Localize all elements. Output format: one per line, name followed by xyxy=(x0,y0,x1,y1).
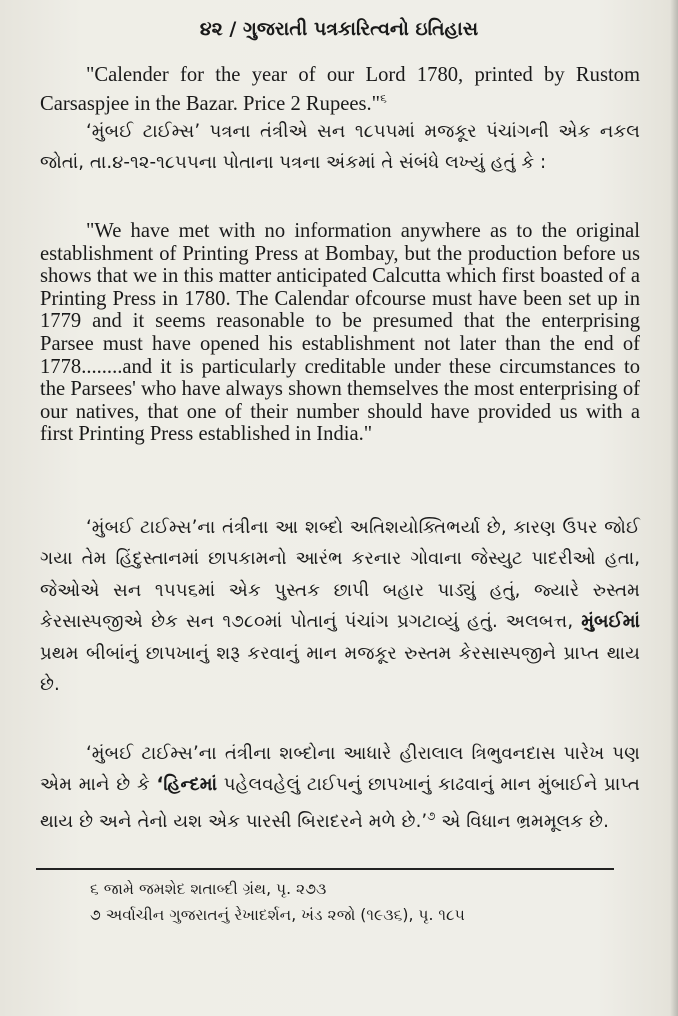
footnote-7 xyxy=(90,904,630,926)
paragraph-critique-text-2: પ્રથમ બીબાંનું છાપખાનું શરૂ કરવાનું માન મજકૂર રુસ્તમ કેરસાસ્પજીને પ્રાપ્ત થાય છે. xyxy=(40,642,640,696)
footnote-ref-6: ૬ xyxy=(380,90,387,105)
footnote-6 xyxy=(90,878,630,900)
paragraph-hiralal-emphasis: ‘હિન્દમાં xyxy=(156,774,218,796)
quote-calendar xyxy=(40,64,640,115)
footnote-ref-7: ૭ xyxy=(427,808,436,823)
paragraph-hiralal-text-3: એ વિધાન ભ્રમમૂલક છે. xyxy=(441,810,609,832)
quote-mumbai-times xyxy=(40,220,640,446)
footnote-divider xyxy=(36,868,614,870)
paragraph-critique-emphasis: મુંબઈમાં xyxy=(581,611,640,633)
running-header: ૪૨ / ગુજરાતી પત્રકારિત્વનો ઇતિહાસ xyxy=(199,18,479,40)
footnote-text: અર્વાચીન ગુજરાતનું રેખાદર્શન, ખંડ ૨જો (૧૯૩૬), પૃ. ૧૮૫ xyxy=(105,906,465,924)
paragraph-hiralal-text-1: ‘મુંબઈ ટાઈમ્સ’ના તંત્રીના શબ્દોના આધારે હીરાલાલ ત્રિભુવનદાસ પારેખ પણ એમ માને છે કે xyxy=(40,743,640,796)
footnote-number: ૭ xyxy=(90,906,101,924)
footnote-text: જામે જમશેદ શતાબ્દી ગ્રંથ, પૃ. ૨૭૩ xyxy=(103,880,327,898)
footnote-number: ૬ xyxy=(90,880,99,898)
paragraph-mumbai-times-intro xyxy=(40,116,640,179)
paragraph-critique-text-1: ‘મુંબઈ ટાઈમ્સ’ના તંત્રીના આ શબ્દો અતિશયોક્તિભર્યા છે, કારણ ઉપર જોઈ ગયા તેમ હિંદુસ્તાનમાં છાપકામનો આરંભ કરનાર ગોવાના જેસ્યુટ પાદરીઓ હતા, જેઓએ સન ૧૫૫૬માં એક પુસ્તક છાપી બહાર પાડ્યું હતું, જ્યારે રુસ્તમ કેરસાસ્પજીએ છેક સન ૧૭૮૦માં પોતાનું પંચાંગ પ્રગટાવ્યું હતું. અલબત્ત, xyxy=(40,517,640,633)
quote-calendar-text: "Calender for the year of our Lord 1780, printed by Rustom Carsaspjee in the Bazar. Price 2 Rupees." xyxy=(40,64,640,115)
paragraph-mumbai-times-intro-text: ‘મુંબઈ ટાઈમ્સ’ પત્રના તંત્રીએ સન ૧૮૫૫માં મજકૂર પંચાંગની એક નકલ જોતાં, તા.૪-૧૨-૧૮૫૫ના પોતાના પત્રના અંકમાં તે સંબંધે લખ્યું હતું કે : xyxy=(40,121,640,174)
page-edge-shadow xyxy=(670,0,678,1016)
paragraph-critique xyxy=(40,512,640,700)
paragraph-hiralal xyxy=(40,738,640,837)
paragraph-hiralal-text-2: પહેલવહેલું ટાઈપનું છાપખાનું કાઢવાનું માન મુંબાઈને પ્રાપ્ત થાય છે અને તેનો યશ એક પારસી બિરાદરને મળે છે.’ xyxy=(40,774,640,832)
quote-mumbai-times-text: "We have met with no information anywhere as to the original establishment of Printing Press at Bombay, but the production before us shows that we in this matter anticipated Calcutta which first boasted of a Printing Press in 1780. The Calendar ofcourse must have been set up in 1779 and it seems reasonable to be presumed that the enterprising Parsee must have opened his establishment not later than the end of 1778........and it is particularly creditable under these circumstances to the Parsees' who have always shown themselves the most enterprising of our natives, that one of their number should have provided us with a first Printing Press established in India." xyxy=(40,220,640,446)
